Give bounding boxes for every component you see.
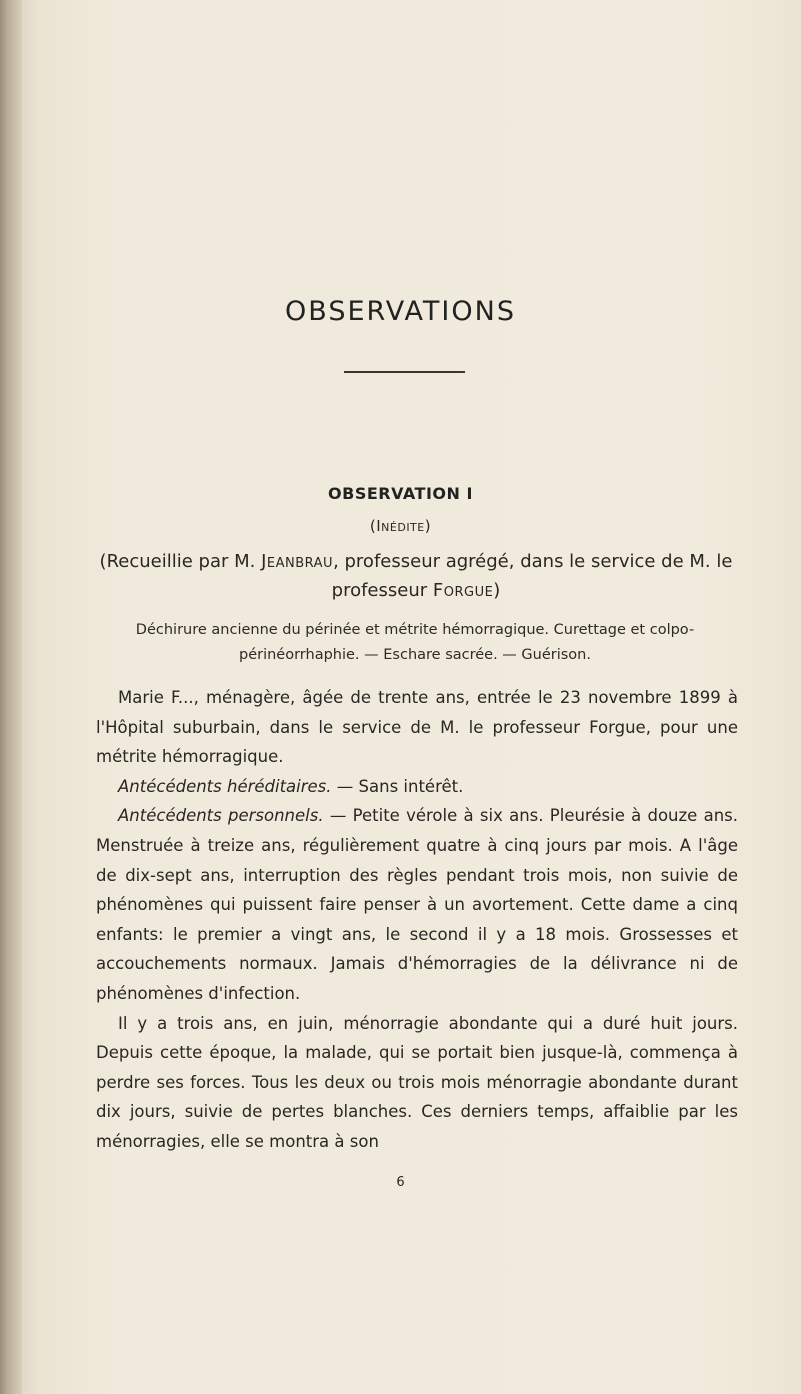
credit-middle: , professeur agrégé, dans le service de M. le professeur — [331, 551, 733, 601]
body-text — [96, 683, 738, 1157]
paragraph-intro — [96, 683, 738, 772]
credit-prefix: (Recueillie par M. — [99, 551, 262, 572]
observation-heading: OBSERVATION I — [328, 484, 473, 503]
paragraph-hereditary — [96, 772, 738, 802]
observation-subheading: (Inédite) — [369, 517, 432, 535]
paragraph-history — [96, 1009, 738, 1157]
case-summary: Déchirure ancienne du périnée et métrite hémorragique. Curettage et colpo-périnéorrhaphie. — Eschare sacrée. — Guérison. — [135, 622, 695, 663]
credit-name-forgue: Forgue — [432, 580, 494, 601]
page-number: 6 — [396, 1175, 405, 1190]
credit-suffix: ) — [493, 580, 501, 601]
credit-line — [96, 547, 736, 605]
credit-name-jeanbrau: Jeanbrau — [261, 551, 334, 572]
paragraph-label: Antécédents héréditaires. — [118, 776, 332, 796]
paragraph-label: Antécédents personnels. — [118, 806, 324, 826]
paragraph-text: — Sans intérêt. — [331, 776, 464, 796]
paragraph-text: Marie F..., ménagère, âgée de trente ans, entrée le 23 novembre 1899 à l'Hôpital suburbain, dans le service de M. le professeur Forgue, pour une métrite hémorragique. — [96, 688, 738, 767]
paragraph-personal — [96, 801, 738, 1008]
paragraph-text: Il y a trois ans, en juin, ménorragie abondante qui a duré huit jours. Depuis cette époque, la malade, qui se portait bien jusque-là, commença à perdre ses forces. Tous les deux ou trois mois ménorragie abondante durant dix jours, suivie de pertes blanches. Ces derniers temps, affaiblie par les ménorragies, elle se montra à son — [96, 1013, 738, 1151]
title-divider — [344, 371, 465, 373]
main-title: OBSERVATIONS — [285, 296, 516, 327]
paragraph-text: — Petite vérole à six ans. Pleurésie à douze ans. Menstruée à treize ans, régulièrement quatre à cinq jours par mois. A l'âge de dix-sept ans, interruption des règles pendant trois mois, non suivie de phénomènes qui puissent faire penser à un avortement. Cette dame a cinq enfants: le premier a vingt ans, le second il y a 18 mois. Grossesses et accouchements normaux. Jamais d'hémorragies de la délivrance ni de phénomènes d'infection. — [96, 806, 738, 1003]
